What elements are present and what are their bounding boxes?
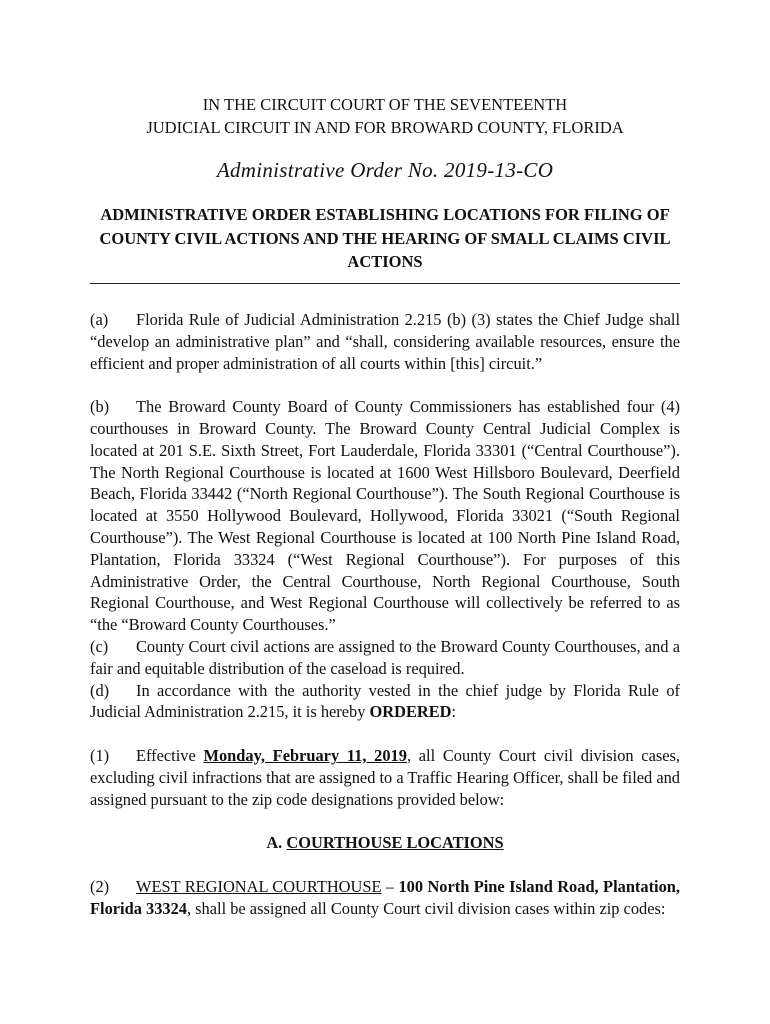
paragraph-1 [90,745,680,810]
court-name-line-1: IN THE CIRCUIT COURT OF THE SEVENTEENTH [202,95,568,114]
paragraph-label: (d) [90,680,110,700]
paragraph-text-end: : [451,702,457,722]
paragraph-label: (b) [90,397,110,417]
paragraph-a [90,309,680,374]
section-prefix: A. [266,833,287,853]
title-divider [90,283,680,284]
paragraph-text: Florida Rule of Judicial Administration 2.215 (b) (3) states the Chief Judge shall “develop an administrative plan” and “shall, considering available resources, ensure the efficient and proper administration of all courts within [this] circuit.” [90,310,680,373]
section-title: COURTHOUSE LOCATIONS [286,833,504,853]
court-name-line-2: JUDICIAL CIRCUIT IN AND FOR BROWARD COUNTY, FLORIDA [146,118,624,137]
court-header [60,93,710,139]
paragraph-c [90,636,680,680]
paragraph-text: In accordance with the authority vested in the chief judge by Florida Rule of Judicial Administration 2.215, it is hereby [90,680,680,722]
paragraph-label: (a) [90,310,109,329]
administrative-order-number: Administrative Order No. 2019-13-CO [216,158,554,182]
ordered-keyword: ORDERED [369,702,452,722]
order-title: ADMINISTRATIVE ORDER ESTABLISHING LOCATIONS FOR FILING OF COUNTY CIVIL ACTIONS AND THE HEARING OF SMALL CLAIMS CIVIL ACTIONS [99,205,671,271]
paragraph-text: Effective [136,745,204,765]
effective-date: Monday, February 11, 2019 [203,745,407,765]
paragraph-2 [90,876,680,920]
paragraph-text-end: , shall be assigned all County Court civil division cases within zip codes: [186,898,666,918]
paragraph-b [90,396,680,636]
paragraph-label: (2) [90,876,110,896]
paragraph-d [90,680,680,724]
section-heading-courthouse-locations [90,832,680,854]
courthouse-name: WEST REGIONAL COURTHOUSE [136,876,382,896]
paragraph-label: (1) [90,745,110,765]
courthouse-address: 100 North Pine Island Road, Plantation, Florida 33324 [90,876,681,918]
paragraph-text-end: , all County Court civil division cases, excluding civil infractions that are assigned to a Traffic Hearing Officer, shall be filed and assigned pursuant to the zip code designations provided below: [90,745,680,809]
order-body [90,309,680,919]
paragraph-label: (c) [90,636,109,656]
paragraph-text: The Broward County Board of County Commissioners has established four (4) courthouses in Broward County. The Broward County Central Judicial Complex is located at 201 S.E. Sixth Street, Fort Lauderdale, Florida 33301 (“Central Courthouse”). The North Regional Courthouse is located at 1600 West Hillsboro Boulevard, Deerfield Beach, Florida 33442 (“North Regional Courthouse”). The South Regional Courthouse is located at 3550 Hollywood Boulevard, Hollywood, Florida 33021 (“South Regional Courthouse”). The West Regional Courthouse is located at 100 North Pine Island Road, Plantation, Florida 33324 (“West Regional Courthouse”). For purposes of this Administrative Order, the Central Courthouse, North Regional Courthouse, South Regional Courthouse, and West Regional Courthouse will collectively be referred to as “the “Broward County Courthouses.” [90,397,680,635]
paragraph-text: County Court civil actions are assigned to the Broward County Courthouses, and a fair and equitable distribution of the caseload is required. [90,636,680,678]
dash: – [381,876,399,896]
